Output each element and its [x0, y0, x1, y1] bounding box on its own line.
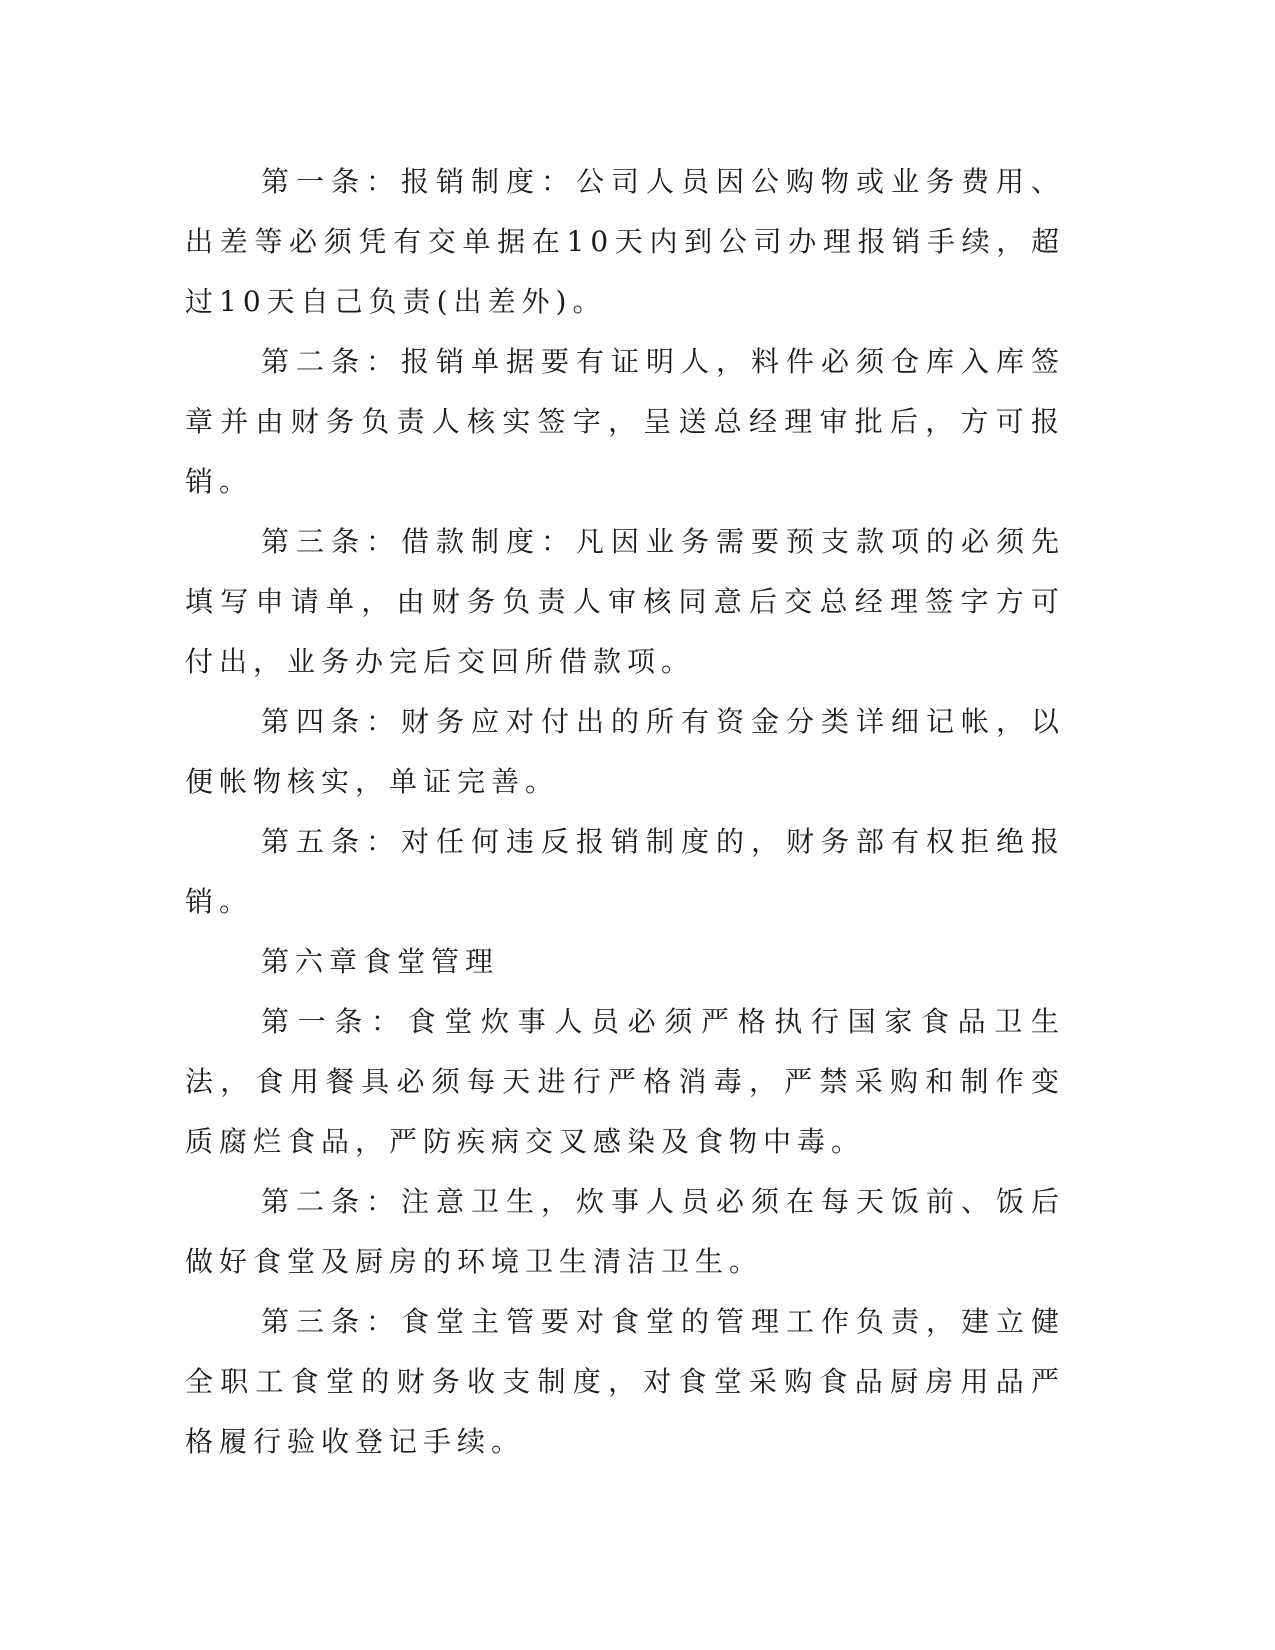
paragraph-rejection-article-5: 第五条：对任何违反报销制度的，财务部有权拒绝报销。: [185, 825, 1065, 918]
paragraph-canteen-article-2: 第二条：注意卫生，炊事人员必须在每天饭前、饭后做好食堂及厨房的环境卫生清洁卫生。: [185, 1185, 1065, 1278]
document-body: [185, 152, 1065, 1472]
paragraph-loan-article-3: 第三条：借款制度：凡因业务需要预支款项的必须先填写申请单，由财务负责人审核同意后交总经理签字方可付出，业务办完后交回所借款项。: [185, 525, 1065, 678]
chapter-heading-canteen: 第六章食堂管理: [261, 945, 500, 978]
paragraph-reimbursement-article-2: 第二条：报销单据要有证明人，料件必须仓库入库签章并由财务负责人核实签字，呈送总经理审批后，方可报销。: [185, 345, 1065, 498]
paragraph-reimbursement-article-1: 第一条：报销制度：公司人员因公购物或业务费用、出差等必须凭有交单据在10天内到公司办理报销手续，超过10天自己负责(出差外)。: [185, 165, 1065, 318]
paragraph-canteen-article-3: 第三条：食堂主管要对食堂的管理工作负责，建立健全职工食堂的财务收支制度，对食堂采购食品厨房用品严格履行验收登记手续。: [185, 1305, 1065, 1458]
paragraph-canteen-article-1: 第一条：食堂炊事人员必须严格执行国家食品卫生法，食用餐具必须每天进行严格消毒，严禁采购和制作变质腐烂食品，严防疾病交叉感染及食物中毒。: [185, 1005, 1065, 1158]
paragraph-accounting-article-4: 第四条：财务应对付出的所有资金分类详细记帐，以便帐物核实，单证完善。: [185, 705, 1065, 798]
